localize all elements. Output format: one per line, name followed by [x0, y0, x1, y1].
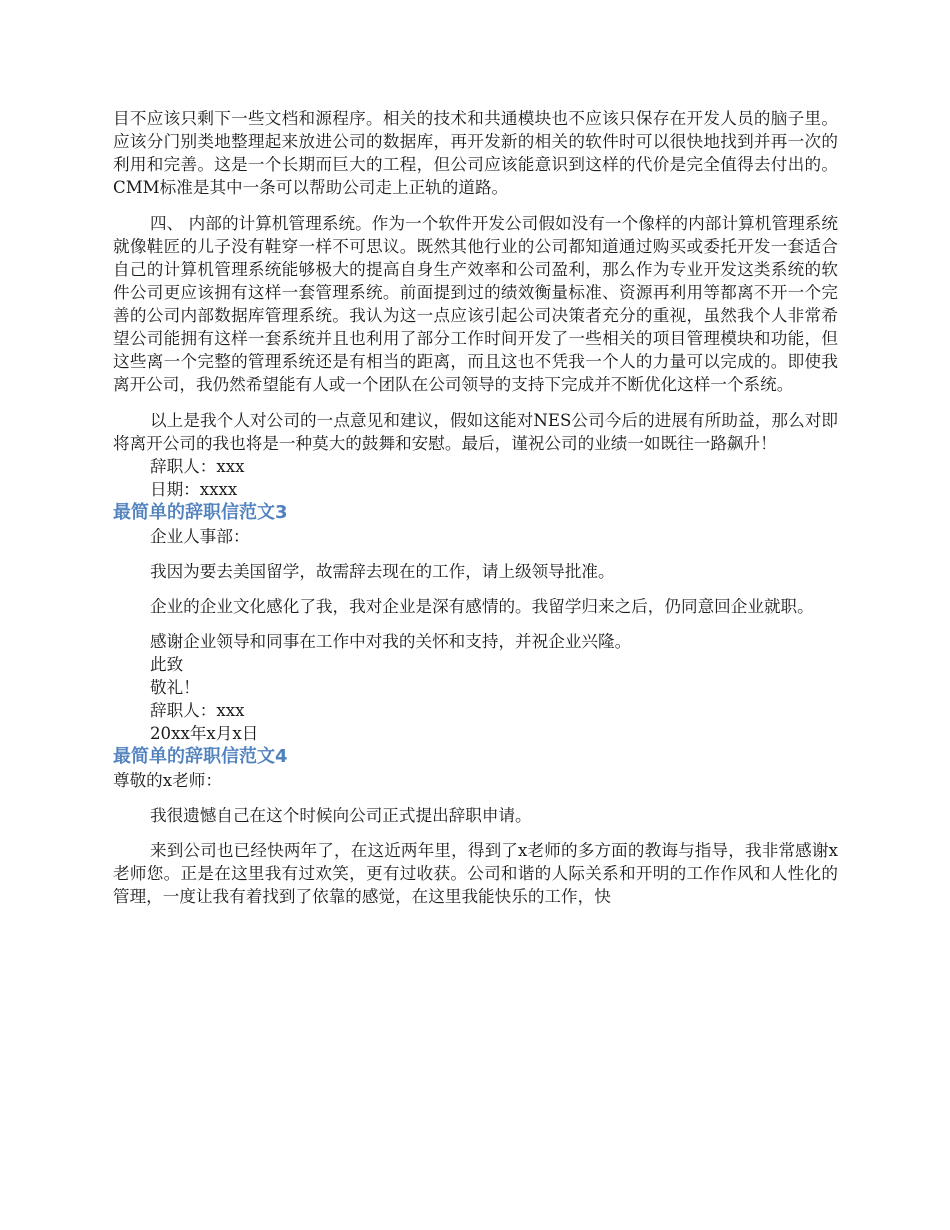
paragraph-section-four: 四、 内部的计算机管理系统。作为一个软件开发公司假如没有一个像样的内部计算机管理系统就像鞋匠的儿子没有鞋穿一样不可思议。既然其他行业的公司都知道通过购买或委托开发一套适合自己的计算机管理系统能够极大的提高自身生产效率和公司盈利，那么作为专业开发这类系统的软件公司更应该拥有这样一套管理系统。前面提到过的绩效衡量标准、资源再利用等都离不开一个完善的公司内部数据库管理系统。我认为这一点应该引起公司决策者充分的重视，虽然我个人非常希望公司能拥有这样一套系统并且也利用了部分工作时间开发了一些相关的项目管理模块和功能，但这些离一个完整的管理系统还是有相当的距离，而且这也不凭我一个人的力量可以完成的。即使我离开公司，我仍然希望能有人或一个团队在公司领导的支持下完成并不断优化这样一个系统。: [113, 214, 838, 394]
paragraph-corporate-culture: 企业的企业文化感化了我，我对企业是深有感情的。我留学归来之后，仍同意回企业就职。: [150, 597, 814, 616]
paragraph-thanks: 感谢企业领导和同事在工作中对我的关怀和支持，并祝企业兴隆。: [150, 632, 632, 651]
date-line-3: 20xx年x月x日: [150, 724, 259, 743]
paragraph-intro: 目不应该只剩下一些文档和源程序。相关的技术和共通模块也不应该只保存在开发人员的脑子里。应该分门别类地整理起来放进公司的数据库，再开发新的相关的软件时可以很快地找到并再一次的利用和完善。这是一个长期而巨大的工程，但公司应该能意识到这样的代价是完全值得去付出的。CMM标准是其中一条可以帮助公司走上正轨的道路。: [113, 109, 838, 197]
signer-line-3: 辞职人：xxx: [150, 701, 245, 720]
paragraph-two-years: 来到公司也已经快两年了，在这近两年里，得到了x老师的多方面的教诲与指导，我非常感谢x老师您。正是在这里我有过欢笑，更有过收获。公司和谐的人际关系和开明的工作作风和人性化的管理，一度让我有着找到了依靠的感觉，在这里我能快乐的工作，快: [113, 841, 838, 906]
section-heading-4: 最简单的辞职信范文4: [113, 746, 288, 767]
paragraph-closing: 以上是我个人对公司的一点意见和建议，假如这能对NES公司今后的进展有所助益，那么对即将离开公司的我也将是一种莫大的鼓舞和安慰。最后，谨祝公司的业绩一如既往一路飙升！: [113, 411, 838, 453]
date-line: 日期：xxxx: [150, 480, 238, 499]
closing-jing-li: 敬礼！: [150, 678, 200, 697]
closing-ci-zhi: 此致: [150, 655, 184, 674]
signer-line: 辞职人：xxx: [150, 457, 245, 476]
section-heading-3: 最简单的辞职信范文3: [113, 502, 288, 523]
salutation-teacher: 尊敬的x老师：: [113, 771, 222, 790]
document-body: [113, 107, 838, 908]
paragraph-study-abroad: 我因为要去美国留学，故需辞去现在的工作，请上级领导批准。: [150, 562, 615, 581]
salutation-hr-dept: 企业人事部：: [150, 527, 250, 546]
paragraph-regret: 我很遗憾自己在这个时候向公司正式提出辞职申请。: [150, 806, 532, 825]
